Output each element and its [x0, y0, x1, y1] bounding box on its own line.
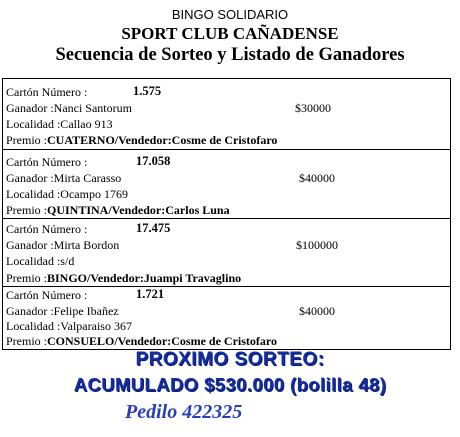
premio	[6, 333, 277, 349]
localidad: Localidad :s/d	[6, 254, 75, 268]
carton-label: Cartón Número :	[6, 222, 88, 236]
page-title: Secuencia de Sorteo y Listado de Ganadores	[55, 45, 405, 65]
winner-card-2	[3, 149, 450, 218]
winners-table	[2, 78, 451, 350]
club-name: SPORT CLUB CAÑADENSE	[121, 24, 339, 43]
carton-number: 17.058	[136, 154, 171, 168]
header-top: BINGO SOLIDARIO	[171, 7, 289, 22]
winner-card-4	[3, 286, 450, 349]
proximo-sorteo: PROXIMO SORTEO:	[135, 349, 325, 370]
monto: $100000	[296, 238, 338, 252]
carton-number: 1.575	[133, 84, 162, 98]
pedilo-phone: Pedilo 422325	[125, 401, 243, 423]
premio-value: CONSUELO/Vendedor:Cosme de Cristofaro	[47, 334, 277, 348]
carton-label: Cartón Número :	[6, 85, 88, 99]
premio-value: QUINTINA/Vendedor:Carlos Luna	[47, 203, 230, 217]
premio	[6, 132, 277, 148]
monto: $30000	[295, 101, 331, 115]
winner-card-1	[3, 79, 450, 149]
carton-number: 17.475	[136, 221, 171, 235]
carton-number: 1.721	[136, 287, 165, 301]
ganador: Ganador :Mirta Bordon	[6, 238, 120, 252]
premio-label: Premio :	[6, 334, 47, 348]
localidad: Localidad :Ocampo 1769	[6, 187, 128, 201]
carton-label: Cartón Número :	[6, 288, 88, 302]
acumulado: ACUMULADO $530.000 (bolilla 48)	[73, 374, 387, 395]
premio-value: BINGO/Vendedor:Juampi Travaglino	[47, 271, 242, 285]
ganador: Ganador :Felipe Ibañez	[6, 304, 119, 318]
ganador: Ganador :Mirta Carasso	[6, 171, 122, 185]
premio	[6, 202, 230, 218]
winner-card-3	[3, 218, 450, 286]
localidad: Localidad :Valparaiso 367	[6, 319, 132, 333]
monto: $40000	[299, 304, 335, 318]
premio-label: Premio :	[6, 203, 47, 217]
premio	[6, 270, 241, 286]
premio-label: Premio :	[6, 133, 47, 147]
carton-label: Cartón Número :	[6, 155, 88, 169]
premio-label: Premio :	[6, 271, 47, 285]
premio-value: CUATERNO/Vendedor:Cosme de Cristofaro	[47, 133, 278, 147]
ganador: Ganador :Nanci Santorum	[6, 101, 132, 115]
monto: $40000	[299, 171, 335, 185]
localidad: Localidad :Callao 913	[6, 117, 113, 131]
